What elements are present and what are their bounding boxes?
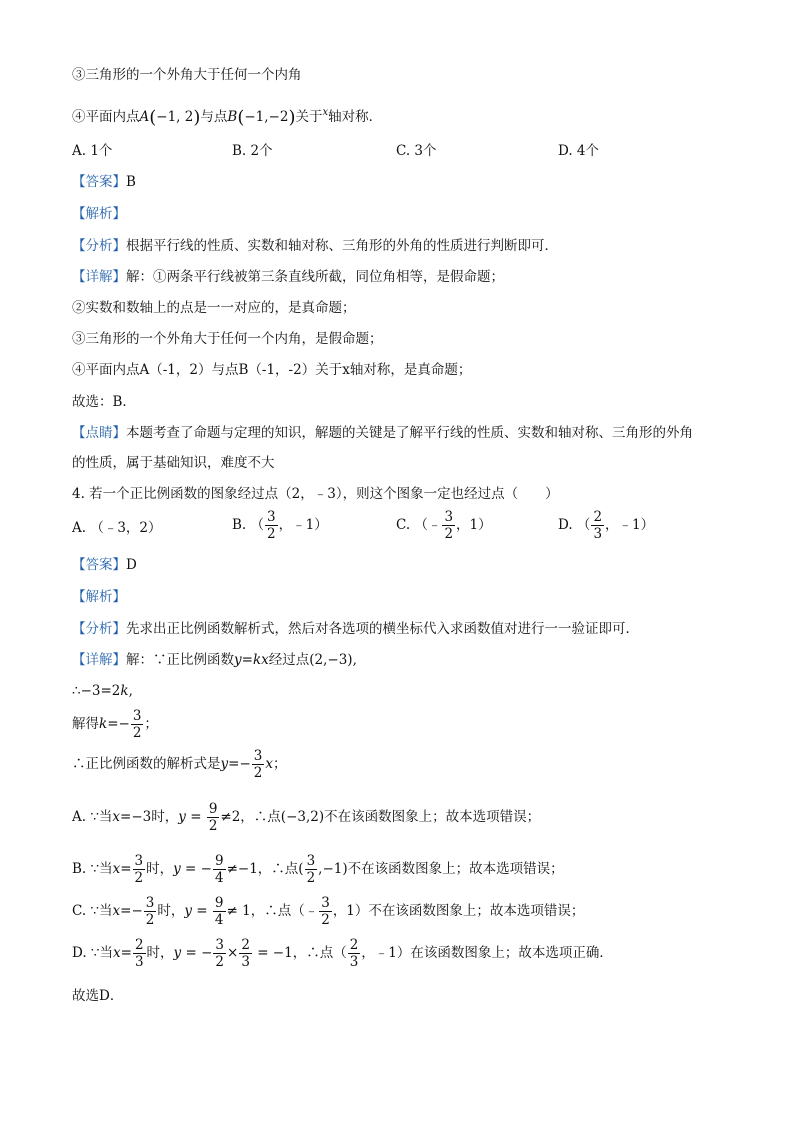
analysis-heading: 【解析】 [72, 206, 126, 222]
q4-check-d: D. ∵当x= $\frac{2}{3}$ 时，y = − $\frac{3}{2}$ × $\frac{2}{3}$ = −1，∴点（ $\frac{2}{3}$ ，﹣1）在该函数图象上；故本选项正确． [72, 937, 613, 970]
q4-detail-line-3: 解得k=− $\frac{3}{2}$ ； [72, 708, 158, 741]
q4-check-c: C. ∵当x=− $\frac{3}{2}$ 时，y = $\frac{9}{4}$ ≠ 1，∴点（﹣ $\frac{3}{2}$ ，1）不在该函数图象上；故本选项错误； [72, 895, 585, 928]
option-b: B. 2个 [232, 143, 273, 159]
question-4-stem: 4. 若一个正比例函数的图象经过点（2，﹣3），则这个图象一定也经过点（ ） [72, 486, 559, 502]
q4-option-d: D. （ $\frac{2}{3}$ ，﹣1） [558, 509, 655, 542]
detail-line-3: ③三角形的一个外角大于任何一个内角，是假命题； [72, 331, 383, 347]
q4-answer-line: 【答案】D [72, 557, 137, 573]
dianjing-line-1: 【点睛】本题考查了命题与定理的知识，解题的关键是了解平行线的性质、实数和轴对称、三角形的外角 [72, 425, 693, 441]
statement-4: ④平面内点A(−1, 2)与点B(−1,−2)关于$^x$轴对称． [72, 107, 383, 128]
q4-detail-line-1: 【详解】解：∵正比例函数y=kx经过点(2,−3), [72, 652, 357, 668]
q4-option-c: C. （﹣ $\frac{3}{2}$ ，1） [396, 509, 492, 542]
q4-fenxi-line: 【分析】先求出正比例函数解析式，然后对各选项的横坐标代入求函数值对进行一一验证即可． [72, 621, 639, 637]
fenxi-line: 【分析】根据平行线的性质、实数和轴对称、三角形的外角的性质进行判断即可． [72, 238, 558, 254]
statement-3: ③三角形的一个外角大于任何一个内角 [72, 67, 302, 83]
answer-value: B [126, 174, 136, 190]
dianjing-line-2: 的性质，属于基础知识，难度不大 [72, 455, 275, 471]
q4-detail-line-2: ∴−3=2k, [72, 683, 133, 699]
detail-line-4: ④平面内点A（-1，2）与点B（-1，-2）关于x轴对称，是真命题； [72, 362, 472, 378]
answer-line [72, 172, 136, 192]
detail-line-5: 故选：B． [72, 394, 136, 410]
detail-line-2: ②实数和数轴上的点是一一对应的，是真命题； [72, 300, 356, 316]
q4-analysis-heading: 【解析】 [72, 589, 126, 605]
q4-check-a: A. ∵当x=−3时，y = $\frac{9}{2}$ ≠2，∴点(−3,2)不在该函数图象上；故本选项错误； [72, 801, 541, 834]
option-c: C. 3个 [396, 143, 437, 159]
q4-final: 故选D． [72, 988, 124, 1004]
q4-detail-line-4: ∴正比例函数的解析式是y=− $\frac{3}{2}$ x； [72, 748, 287, 781]
option-d: D. 4个 [558, 143, 600, 159]
q4-option-b: B. （ $\frac{3}{2}$ ，﹣1） [232, 509, 328, 542]
option-a: A. 1个 [72, 143, 113, 159]
detail-line-1: 【详解】解：①两条平行线被第三条直线所截，同位角相等，是假命题； [72, 269, 504, 285]
answer-tag: 【答案】 [72, 174, 126, 190]
q4-check-b: B. ∵当x= $\frac{3}{2}$ 时，y = − $\frac{9}{4}$ ≠−1，∴点( $\frac{3}{2}$ ,−1)不在该函数图象上；故本选项错误； [72, 853, 564, 886]
q4-option-a: A. （﹣3，2） [72, 520, 162, 536]
